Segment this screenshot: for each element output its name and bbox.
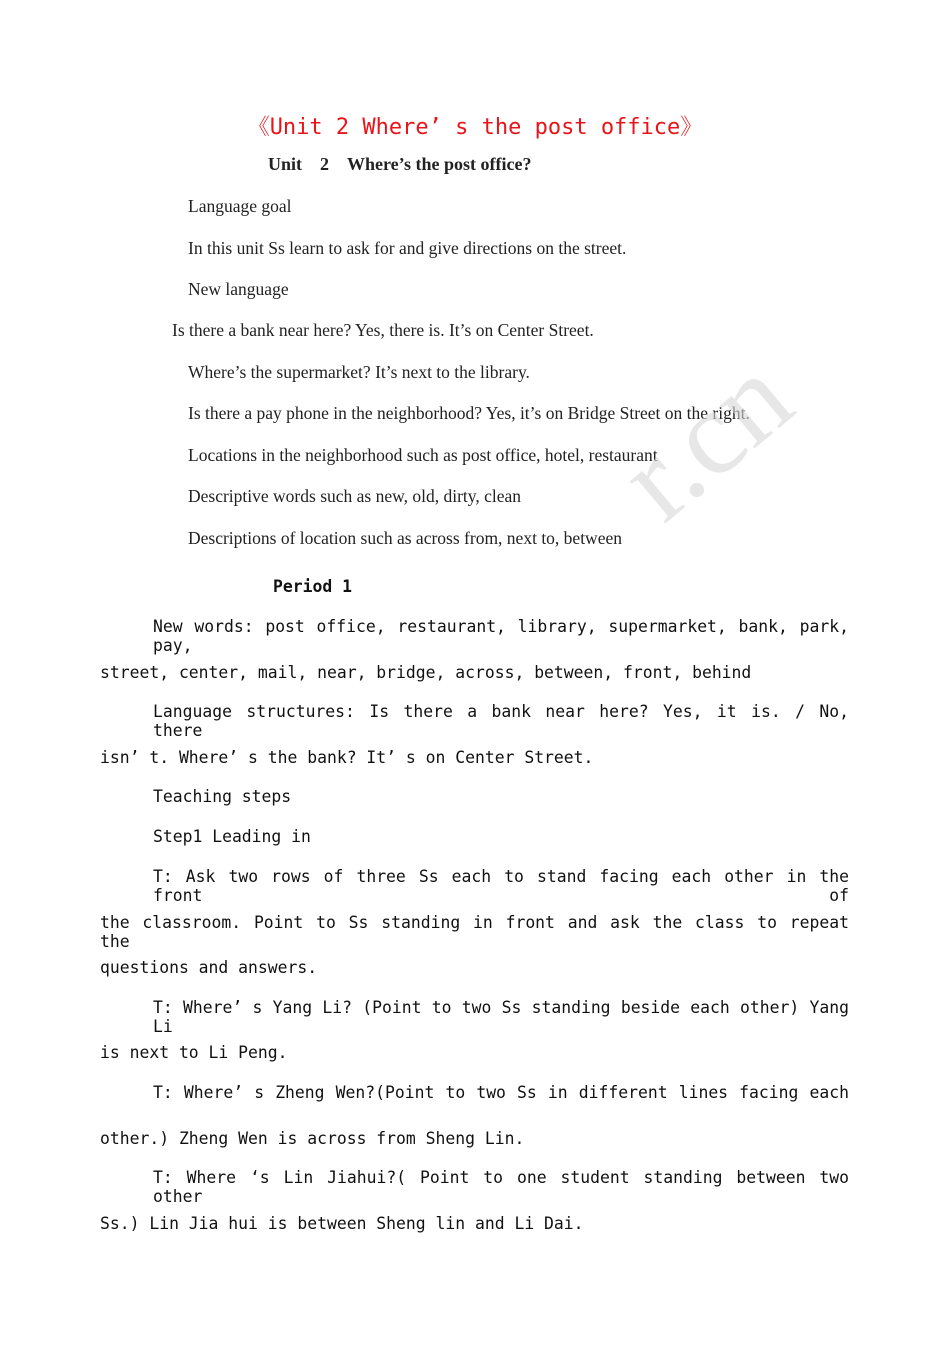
paragraph-line: T: Where ‘s Lin Jiahui?( Point to one student standing between two other xyxy=(153,1168,849,1206)
unit-heading-word: Unit xyxy=(268,154,303,174)
paragraph-line: is next to Li Peng. xyxy=(100,1043,288,1062)
paragraph-line: T: Ask two rows of three Ss each to stand facing each other in the front of xyxy=(153,867,849,905)
new-language-line: Descriptions of location such as across from, next to, between xyxy=(188,528,622,548)
paragraph-line: T: Where’ s Zheng Wen?(Point to two Ss in different lines facing each xyxy=(153,1083,849,1102)
paragraph-line: the classroom. Point to Ss standing in front and ask the class to repeat the xyxy=(100,913,849,951)
paragraph-line: questions and answers. xyxy=(100,958,318,977)
language-goal-label: Language goal xyxy=(188,196,292,216)
structures-line-2: isn’ t. Where’ s the bank? It’ s on Center Street. xyxy=(100,748,594,767)
unit-heading-text: Where’s the post office? xyxy=(347,154,532,174)
paragraph-line: T: Where’ s Yang Li? (Point to two Ss standing beside each other) Yang Li xyxy=(153,998,849,1036)
new-words-line-1: New words: post office, restaurant, library, supermarket, bank, park, pay, xyxy=(153,617,849,655)
unit-heading xyxy=(268,154,531,175)
teaching-steps-label: Teaching steps xyxy=(153,787,292,806)
new-language-line: Where’s the supermarket? It’s next to the library. xyxy=(188,362,530,382)
new-words-line-2: street, center, mail, near, bridge, across, between, front, behind xyxy=(100,663,752,682)
paragraph-line: other.) Zheng Wen is across from Sheng Lin. xyxy=(100,1129,525,1148)
new-language-line: Is there a bank near here? Yes, there is. It’s on Center Street. xyxy=(172,320,594,340)
language-goal-text: In this unit Ss learn to ask for and give directions on the street. xyxy=(188,238,627,258)
structures-line-1: Language structures: Is there a bank near here? Yes, it is. / No, there xyxy=(153,702,849,740)
unit-heading-number: 2 xyxy=(320,154,330,174)
new-language-line: Descriptive words such as new, old, dirty, clean xyxy=(188,486,522,506)
new-language-line: Locations in the neighborhood such as post office, hotel, restaurant xyxy=(188,445,658,465)
paragraph-line: Ss.) Lin Jia hui is between Sheng lin and Li Dai. xyxy=(100,1214,584,1233)
scanned-excerpt xyxy=(0,150,950,570)
document-title: 《Unit 2 Where’ s the post office》 xyxy=(247,115,703,140)
new-language-line: Is there a pay phone in the neighborhood? Yes, it’s on Bridge Street on the right. xyxy=(188,403,750,423)
period-heading: Period 1 xyxy=(273,577,352,596)
watermark: r.cn xyxy=(594,329,816,546)
new-language-label: New language xyxy=(188,279,289,299)
step1-heading: Step1 Leading in xyxy=(153,827,311,846)
